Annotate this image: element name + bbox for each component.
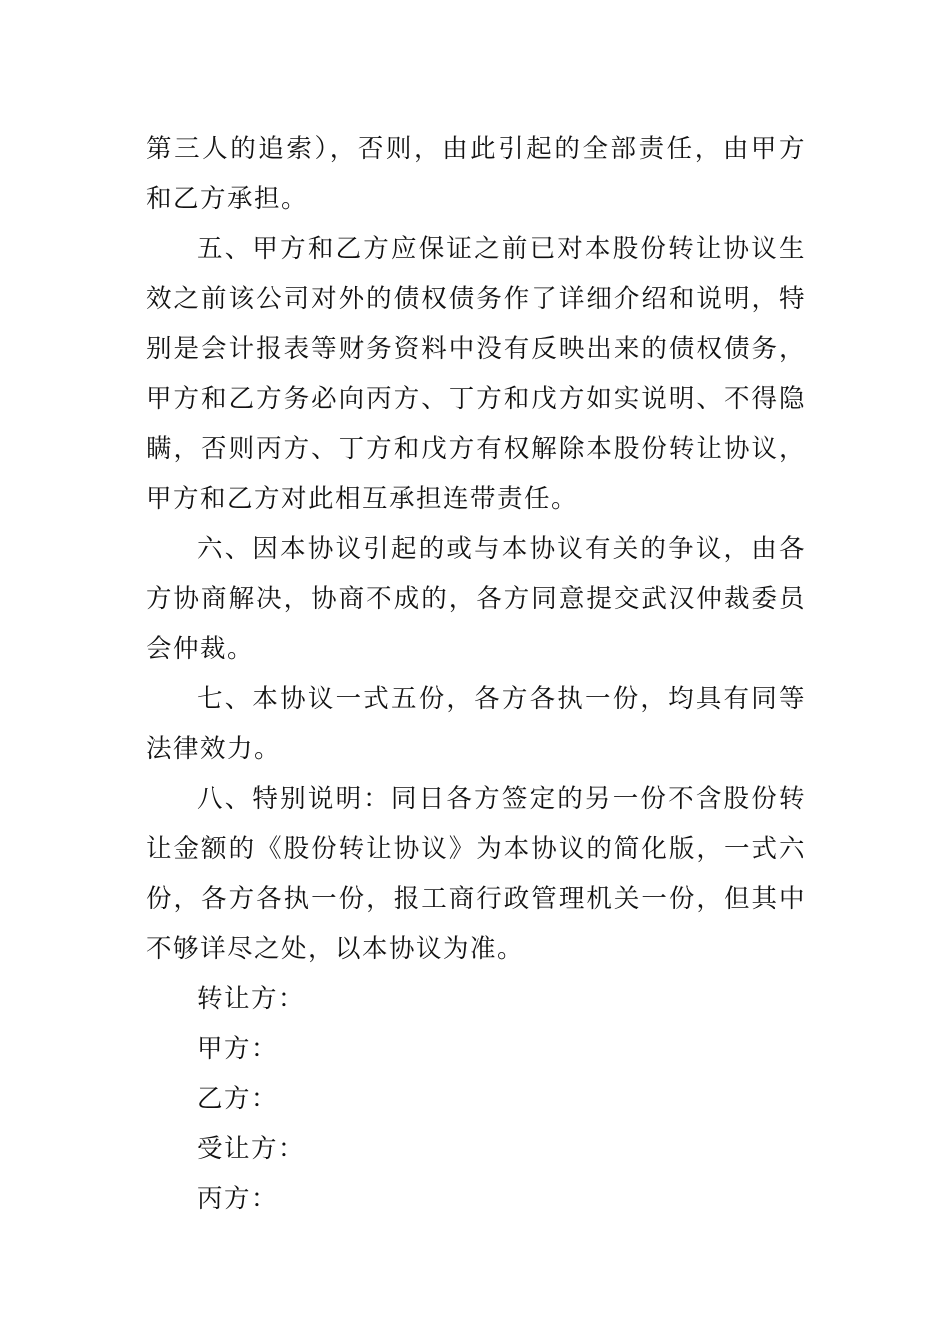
paragraph-clause-7: 七、本协议一式五份，各方各执一份，均具有同等法律效力。 bbox=[146, 684, 806, 764]
paragraph-clause-6: 六、因本协议引起的或与本协议有关的争议，由各方协商解决，协商不成的，各方同意提交武汉仲裁委员会仲裁。 bbox=[146, 534, 806, 664]
signature-transferor-label: 转让方： bbox=[197, 984, 306, 1014]
signature-party-b-label: 乙方： bbox=[197, 1084, 279, 1114]
signature-transferee-label: 受让方： bbox=[197, 1134, 306, 1164]
paragraph-clause-8: 八、特别说明：同日各方签定的另一份不含股份转让金额的《股份转让协议》为本协议的简化版，一式六份，各方各执一份，报工商行政管理机关一份，但其中不够详尽之处，以本协议为准。 bbox=[146, 784, 806, 964]
signature-party-a-label: 甲方： bbox=[197, 1034, 279, 1064]
paragraph-continuation: 第三人的追索），否则，由此引起的全部责任，由甲方和乙方承担。 bbox=[146, 134, 806, 214]
signature-party-c-label: 丙方： bbox=[197, 1184, 279, 1214]
signature-block bbox=[146, 974, 806, 1224]
document-page bbox=[146, 124, 806, 1224]
paragraph-clause-5: 五、甲方和乙方应保证之前已对本股份转让协议生效之前该公司对外的债权债务作了详细介绍和说明，特别是会计报表等财务资料中没有反映出来的债权债务，甲方和乙方务必向丙方、丁方和戊方如实说明、不得隐瞒，否则丙方、丁方和戊方有权解除本股份转让协议，甲方和乙方对此相互承担连带责任。 bbox=[146, 234, 806, 514]
